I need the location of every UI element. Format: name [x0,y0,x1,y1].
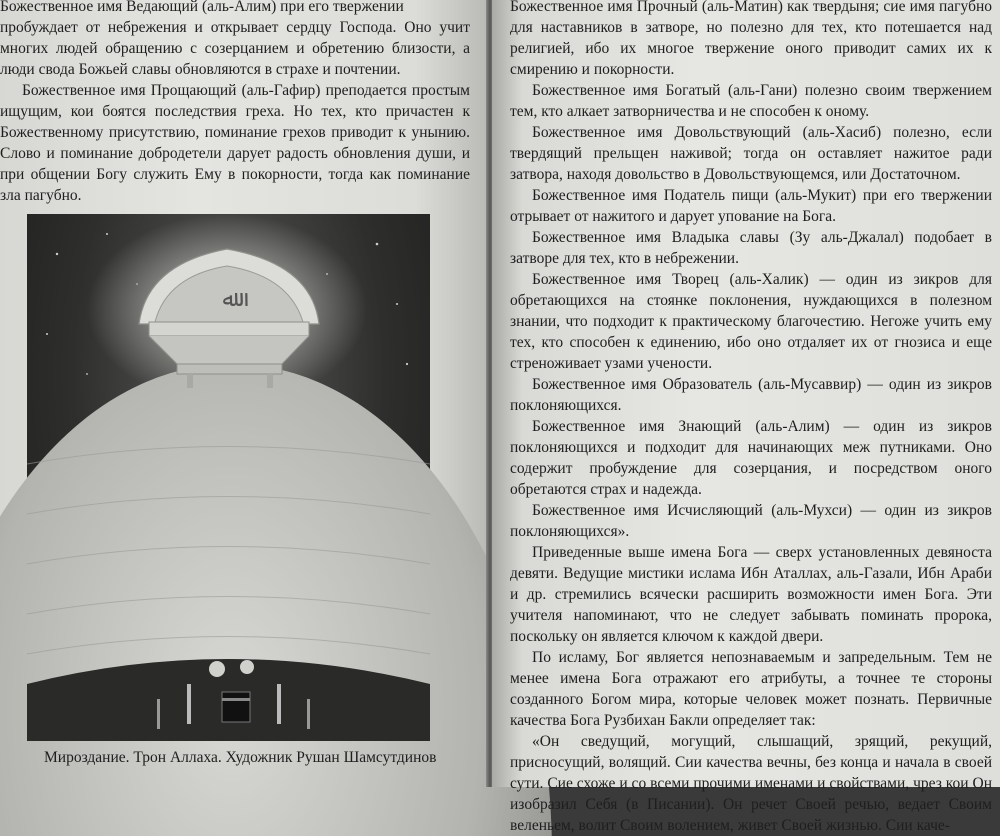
figure-caption: Мироздание. Трон Аллаха. Художник Рушан Шамсутдинов [44,749,437,766]
calligraphy-glyph: ﷲ [222,287,236,312]
left-paragraph-2: пробуждает от небрежения и открывает сердцу Господа. Оно учит многих людей обращению с созерцанием и обретению близости, а люди свода Божьей славы обновляются в страхе и почтении. [0,19,470,78]
left-page [0,0,488,787]
left-page-text [0,0,470,206]
right-paragraph-3: Божественное имя Довольствующий (аль-Хасиб) полезно, если твердящий прельщен наживой; тогда он оставляет нажитое ради затвора, находя довольство в Довольствующемся, или Достаточном. [510,124,992,183]
right-paragraph-7: Божественное имя Образователь (аль-Мусаввир) — один из зикров поклоняющихся. [510,376,992,414]
right-paragraph-2: Божественное имя Богатый (аль-Гани) полезно своим твержением тем, кто алкает затворничества и не способен к оному. [510,82,992,120]
illustration-drawing [27,214,430,741]
right-paragraph-10: Приведенные выше имена Бога — сверх установленных девяноста девяти. Ведущие мистики ислама Ибн Аталлах, аль-Газали, Ибн Араби и др. стремились всячески расширить возможности имен Бога. Эти учителя напоминают, что не следует забывать поминать пророка, поскольку он является ключом к каждой двери. [510,544,992,645]
right-paragraph-5: Божественное имя Владыка славы (Зу аль-Джалал) подобает в затворе для тех, кто в небрежении. [510,229,992,267]
left-paragraph-1: Божественное имя Ведающий (аль-Алим) при его твержении [0,0,404,15]
right-paragraph-6: Божественное имя Творец (аль-Халик) — один из зикров для обретающихся на стоянке поклонения, нуждающихся в полезном знании, что подходит к практическому благочестию. Негоже учить ему тех, кто способен к единению, ибо оно отдаляет их от гнозиса и еще стреноживает узами учености. [510,271,992,372]
right-paragraph-8: Божественное имя Знающий (аль-Алим) — один из зикров поклоняющихся и подходит для начинающих меж путниками. Оно содержит пробуждение для созерцания, и посредством оного обретаются страх и надежда. [510,418,992,498]
left-paragraph-3: Божественное имя Прощающий (аль-Гафир) преподается простым ищущим, кои боятся последствия греха. Но тех, кто причастен к Божественному присутствию, поминание грехов приводит к унынию. Слово и поминание добродетели дарует радость обновления души, и при общении Богу служить Ему в покорности, тогда как поминание зла пагубно. [0,82,470,204]
right-page [492,0,1000,834]
right-paragraph-12: «Он сведущий, могущий, слышащий, зрящий, рекущий, присносущий, волящий. Сии качества вечны, без конца и начала в своей сути. Сие схоже и со всеми прочими именами и свойствами, чрез кои Он изобразил Себя (в Писании). Он речет Своей речью, ведает Своим веленьем, волит Своим волением, живет Своей жизнью. Сии каче- [510,733,992,834]
right-paragraph-1: Божественное имя Прочный (аль-Матин) как твердыня; сие имя пагубно для наставников в затворе, но полезно для тех, кто потешается над религией, ибо их многое твержение оного приводит самих их к смирению и покорности. [510,0,992,78]
illustration-throne-of-allah [27,214,430,741]
right-paragraph-11: По исламу, Бог является непознаваемым и запредельным. Тем не менее имена Бога отражают его атрибуты, а точнее те стороны созданного Богом мира, которые человек может познать. Первичные качества Бога Рузбихан Бакли определяет так: [510,649,992,729]
right-paragraph-4: Божественное имя Податель пищи (аль-Мукит) при его твержении отрывает от нажитого и дарует упование на Бога. [510,187,992,225]
right-page-text [510,0,992,836]
right-paragraph-9: Божественное имя Исчисляющий (аль-Мухси) — один из зикров поклоняющихся». [510,502,992,540]
